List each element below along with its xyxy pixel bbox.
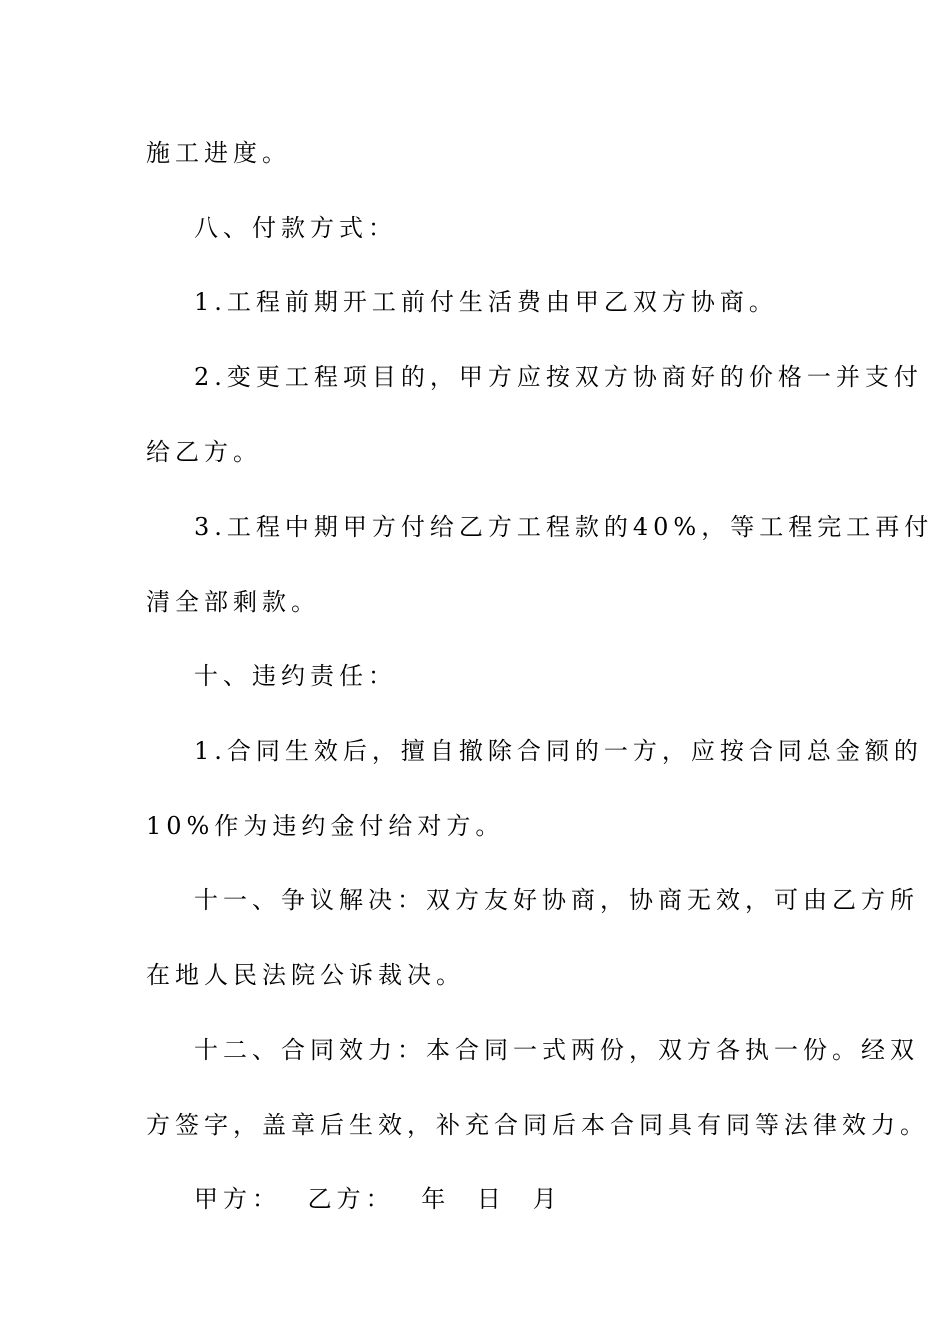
year-label: 年 (421, 1185, 451, 1213)
paragraph-line: 方签字，盖章后生效，补充合同后本合同具有同等法律效力。 (146, 1111, 929, 1139)
paragraph-line: 2.变更工程项目的，甲方应按双方协商好的价格一并支付 (194, 363, 923, 391)
paragraph-line: 3.工程中期甲方付给乙方工程款的40%，等工程完工再付 (194, 513, 934, 541)
party-b-label: 乙方： (307, 1185, 395, 1213)
paragraph-line: 十一、争议解决：双方友好协商，协商无效，可由乙方所 (194, 886, 919, 914)
party-a-label: 甲方： (194, 1185, 281, 1213)
paragraph-line: 给乙方。 (146, 438, 262, 466)
section-heading-liability: 十、违约责任： (194, 662, 397, 690)
paragraph-line: 十二、合同效力：本合同一式两份，双方各执一份。经双 (194, 1036, 919, 1064)
day-label: 日 (476, 1185, 506, 1213)
paragraph-line: 清全部剩款。 (146, 588, 320, 616)
paragraph-line: 施工进度。 (146, 139, 291, 167)
month-label: 月 (532, 1185, 562, 1213)
section-heading-payment: 八、付款方式： (194, 214, 397, 242)
paragraph-line: 1.工程前期开工前付生活费由甲乙双方协商。 (194, 288, 778, 316)
paragraph-line: 10%作为违约金付给对方。 (146, 812, 505, 840)
paragraph-line: 在地人民法院公诉裁决。 (146, 961, 465, 989)
paragraph-line: 1.合同生效后，擅自撤除合同的一方，应按合同总金额的 (194, 737, 923, 765)
signature-line (194, 1184, 864, 1214)
